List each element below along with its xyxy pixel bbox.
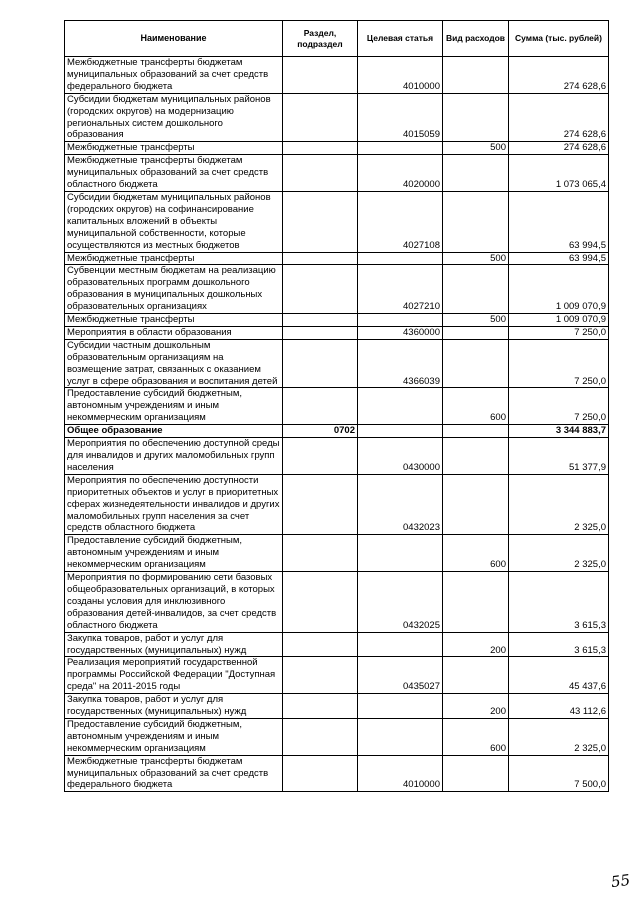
header-type: Вид расходов xyxy=(443,21,509,57)
table-row xyxy=(65,57,609,94)
header-name: Наименование xyxy=(65,21,283,57)
row-article-cell: 4010000 xyxy=(358,57,443,94)
row-name-cell: Субсидии бюджетам муниципальных районов (городских округов) на софинансирование капитальных вложений в объекты муниципальной собственности, которые осуществляются из местных бюджетов xyxy=(65,191,283,252)
table-row xyxy=(65,191,609,252)
row-amount-cell: 1 073 065,4 xyxy=(509,155,609,192)
row-type-cell: 600 xyxy=(443,535,509,572)
row-name-cell: Межбюджетные трансферты бюджетам муниципальных образований за счет средств областного бюджета xyxy=(65,155,283,192)
row-section-cell xyxy=(283,474,358,535)
row-article-cell: 0432023 xyxy=(358,474,443,535)
row-amount-cell: 2 325,0 xyxy=(509,718,609,755)
row-article-cell xyxy=(358,314,443,327)
row-article-cell: 4027210 xyxy=(358,265,443,314)
row-amount-cell: 7 500,0 xyxy=(509,755,609,792)
row-article-cell: 0435027 xyxy=(358,657,443,694)
row-amount-cell: 7 250,0 xyxy=(509,326,609,339)
row-name-cell: Предоставление субсидий бюджетным, автономным учреждениям и иным некоммерческим организациям xyxy=(65,718,283,755)
table-row xyxy=(65,339,609,388)
row-type-cell xyxy=(443,326,509,339)
row-type-cell xyxy=(443,93,509,142)
header-amount: Сумма (тыс. рублей) xyxy=(509,21,609,57)
row-article-cell xyxy=(358,535,443,572)
row-article-cell xyxy=(358,252,443,265)
row-section-cell xyxy=(283,438,358,475)
row-name-cell: Мероприятия по формированию сети базовых общеобразовательных организаций, в которых созданы условия для инклюзивного образования детей-инвалидов, за счет средств областного бюджета xyxy=(65,572,283,633)
row-section-cell xyxy=(283,535,358,572)
table-row xyxy=(65,388,609,425)
row-section-cell xyxy=(283,265,358,314)
row-section-cell xyxy=(283,694,358,719)
table-row xyxy=(65,142,609,155)
header-section: Раздел, подраздел xyxy=(283,21,358,57)
row-type-cell: 200 xyxy=(443,694,509,719)
row-amount-cell: 274 628,6 xyxy=(509,93,609,142)
table-row xyxy=(65,694,609,719)
row-name-cell: Закупка товаров, работ и услуг для государственных (муниципальных) нужд xyxy=(65,632,283,657)
table-row xyxy=(65,632,609,657)
row-section-cell xyxy=(283,191,358,252)
row-amount-cell: 1 009 070,9 xyxy=(509,314,609,327)
row-article-cell: 4027108 xyxy=(358,191,443,252)
row-section-cell xyxy=(283,252,358,265)
row-amount-cell: 3 344 883,7 xyxy=(509,425,609,438)
row-type-cell xyxy=(443,438,509,475)
row-type-cell: 600 xyxy=(443,718,509,755)
row-type-cell: 200 xyxy=(443,632,509,657)
row-name-cell: Субсидии частным дошкольным образовательным организациям на возмещение затрат, связанных с оказанием услуг в сфере образования и воспитания детей xyxy=(65,339,283,388)
row-type-cell xyxy=(443,755,509,792)
row-name-cell: Общее образование xyxy=(65,425,283,438)
row-section-cell xyxy=(283,155,358,192)
row-type-cell xyxy=(443,474,509,535)
row-article-cell xyxy=(358,694,443,719)
row-name-cell: Закупка товаров, работ и услуг для государственных (муниципальных) нужд xyxy=(65,694,283,719)
row-name-cell: Межбюджетные трансферты xyxy=(65,314,283,327)
row-section-cell xyxy=(283,657,358,694)
table-row xyxy=(65,572,609,633)
table-row xyxy=(65,425,609,438)
row-amount-cell: 51 377,9 xyxy=(509,438,609,475)
table-row xyxy=(65,718,609,755)
row-name-cell: Реализация мероприятий государственной программы Российской Федерации "Доступная среда" на 2011-2015 годы xyxy=(65,657,283,694)
row-name-cell: Межбюджетные трансферты бюджетам муниципальных образований за счет средств федерального бюджета xyxy=(65,755,283,792)
row-name-cell: Мероприятия по обеспечению доступности приоритетных объектов и услуг в приоритетных сферах жизнедеятельности инвалидов и других маломобильных групп населения за счет средств областного бюджета xyxy=(65,474,283,535)
row-type-cell xyxy=(443,339,509,388)
row-article-cell: 0432025 xyxy=(358,572,443,633)
row-article-cell: 4010000 xyxy=(358,755,443,792)
row-type-cell: 600 xyxy=(443,388,509,425)
row-amount-cell: 63 994,5 xyxy=(509,252,609,265)
row-article-cell xyxy=(358,388,443,425)
row-amount-cell: 2 325,0 xyxy=(509,474,609,535)
page-number: 55 xyxy=(609,870,632,892)
row-section-cell xyxy=(283,572,358,633)
row-amount-cell: 3 615,3 xyxy=(509,632,609,657)
row-section-cell xyxy=(283,93,358,142)
row-type-cell: 500 xyxy=(443,252,509,265)
row-name-cell: Предоставление субсидий бюджетным, автономным учреждениям и иным некоммерческим организациям xyxy=(65,388,283,425)
row-amount-cell: 3 615,3 xyxy=(509,572,609,633)
table-row xyxy=(65,314,609,327)
row-article-cell xyxy=(358,632,443,657)
row-name-cell: Субвенции местным бюджетам на реализацию образовательных программ дошкольного образования в муниципальных дошкольных образовательных организациях xyxy=(65,265,283,314)
row-name-cell: Межбюджетные трансферты xyxy=(65,252,283,265)
table-row xyxy=(65,535,609,572)
table-row xyxy=(65,438,609,475)
row-section-cell xyxy=(283,718,358,755)
row-type-cell xyxy=(443,657,509,694)
header-row xyxy=(65,21,609,57)
row-section-cell xyxy=(283,755,358,792)
row-amount-cell: 7 250,0 xyxy=(509,339,609,388)
row-type-cell: 500 xyxy=(443,142,509,155)
row-type-cell xyxy=(443,191,509,252)
row-name-cell: Предоставление субсидий бюджетным, автономным учреждениям и иным некоммерческим организациям xyxy=(65,535,283,572)
row-type-cell xyxy=(443,572,509,633)
table-row xyxy=(65,265,609,314)
row-amount-cell: 1 009 070,9 xyxy=(509,265,609,314)
table-row xyxy=(65,657,609,694)
table-row xyxy=(65,474,609,535)
row-section-cell xyxy=(283,326,358,339)
row-type-cell xyxy=(443,265,509,314)
budget-table xyxy=(64,20,609,792)
row-type-cell: 500 xyxy=(443,314,509,327)
row-name-cell: Субсидии бюджетам муниципальных районов (городских округов) на модернизацию региональных систем дошкольного образования xyxy=(65,93,283,142)
row-name-cell: Межбюджетные трансферты бюджетам муниципальных образований за счет средств федерального бюджета xyxy=(65,57,283,94)
row-section-cell: 0702 xyxy=(283,425,358,438)
row-amount-cell: 45 437,6 xyxy=(509,657,609,694)
row-name-cell: Мероприятия по обеспечению доступной среды для инвалидов и других маломобильных групп населения xyxy=(65,438,283,475)
row-article-cell xyxy=(358,718,443,755)
row-amount-cell: 274 628,6 xyxy=(509,57,609,94)
row-amount-cell: 2 325,0 xyxy=(509,535,609,572)
row-amount-cell: 274 628,6 xyxy=(509,142,609,155)
table-row xyxy=(65,252,609,265)
row-section-cell xyxy=(283,388,358,425)
row-article-cell xyxy=(358,425,443,438)
row-article-cell: 4366039 xyxy=(358,339,443,388)
row-article-cell xyxy=(358,142,443,155)
row-article-cell: 4360000 xyxy=(358,326,443,339)
row-type-cell xyxy=(443,425,509,438)
row-article-cell: 0430000 xyxy=(358,438,443,475)
row-section-cell xyxy=(283,142,358,155)
table-row xyxy=(65,155,609,192)
table-body xyxy=(65,57,609,792)
row-type-cell xyxy=(443,155,509,192)
row-name-cell: Межбюджетные трансферты xyxy=(65,142,283,155)
row-amount-cell: 63 994,5 xyxy=(509,191,609,252)
row-name-cell: Мероприятия в области образования xyxy=(65,326,283,339)
row-section-cell xyxy=(283,57,358,94)
row-type-cell xyxy=(443,57,509,94)
row-section-cell xyxy=(283,339,358,388)
row-section-cell xyxy=(283,314,358,327)
header-article: Целевая статья xyxy=(358,21,443,57)
row-section-cell xyxy=(283,632,358,657)
table-row xyxy=(65,326,609,339)
row-amount-cell: 7 250,0 xyxy=(509,388,609,425)
table-row xyxy=(65,755,609,792)
row-amount-cell: 43 112,6 xyxy=(509,694,609,719)
table-row xyxy=(65,93,609,142)
row-article-cell: 4015059 xyxy=(358,93,443,142)
row-article-cell: 4020000 xyxy=(358,155,443,192)
